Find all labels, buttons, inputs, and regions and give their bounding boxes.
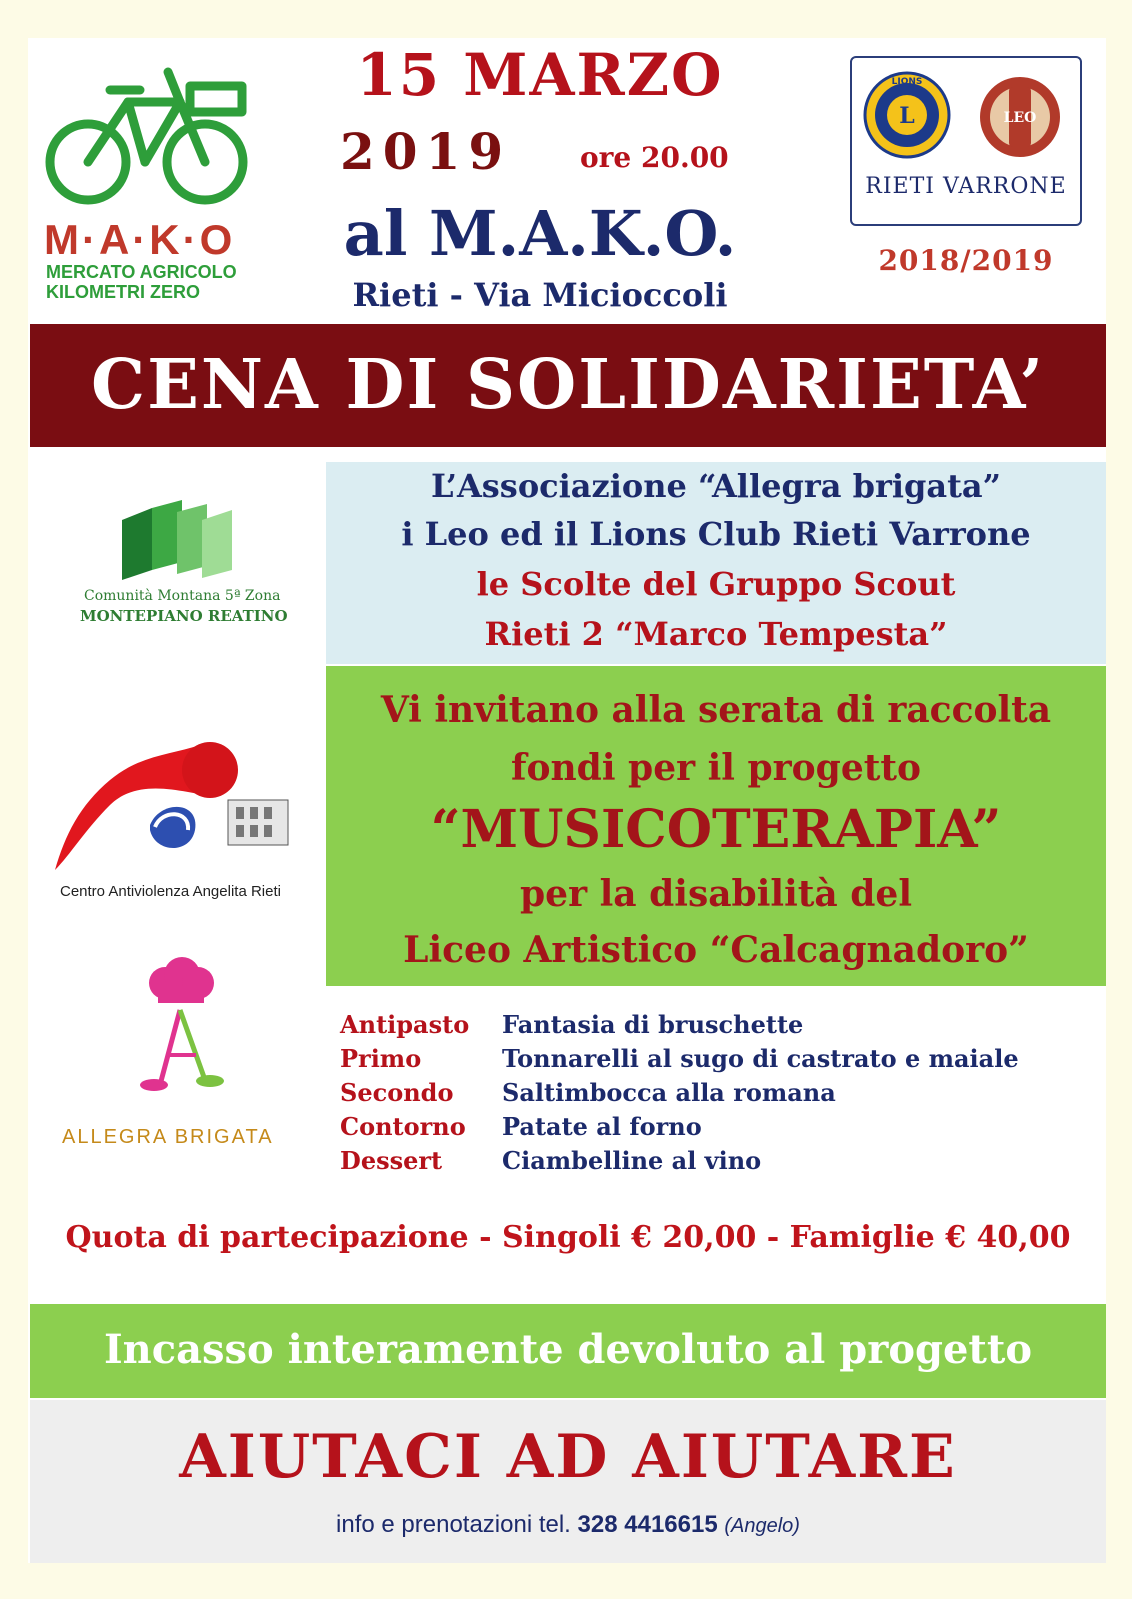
invite-line-2: fondi per il progetto — [510, 747, 921, 789]
invite-line-5: Liceo Artistico “Calcagnadoro” — [403, 929, 1029, 971]
svg-text:L: L — [899, 103, 915, 129]
event-title: CENA DI SOLIDARIETA’ — [90, 345, 1046, 425]
phone-number[interactable]: 328 4416615 — [577, 1511, 718, 1538]
contact-info — [30, 1510, 1106, 1541]
contact-prefix: info e prenotazioni tel. — [336, 1511, 571, 1538]
proceeds-notice: Incasso interamente devoluto al progetto — [103, 1326, 1033, 1373]
menu-row — [340, 1112, 1100, 1146]
participation-fee: Quota di partecipazione - Singoli € 20,00 - Famiglie € 40,00 — [65, 1220, 1071, 1255]
allegra-brigata-logo-icon — [120, 955, 240, 1095]
event-date-year: 2019 — [340, 122, 512, 181]
menu-dish: Ciambelline al vino — [502, 1146, 762, 1175]
organizer-line-1: L’Associazione “Allegra brigata” — [430, 467, 1001, 505]
comunita-montana-logo-icon — [122, 500, 242, 580]
menu-row — [340, 1078, 1100, 1112]
menu-dish: Fantasia di bruschette — [502, 1010, 804, 1039]
contact-person: (Angelo) — [724, 1515, 800, 1537]
centro-antiviolenza-logo-icon — [50, 735, 300, 875]
centro-antiviolenza-label: Centro Antiviolenza Angelita Rieti — [60, 883, 281, 900]
event-address: Rieti - Via Micioccoli — [352, 276, 728, 314]
event-venue: al M.A.K.O. — [343, 197, 737, 270]
invite-line-4: per la disabilità del — [520, 873, 912, 915]
event-date-day: 15 MARZO — [356, 41, 724, 109]
slogan: AIUTACI AD AIUTARE — [179, 1422, 957, 1492]
organizer-line-2: i Leo ed il Lions Club Rieti Varrone — [401, 515, 1031, 553]
menu-course: Primo — [340, 1044, 422, 1073]
menu-course: Antipasto — [340, 1010, 470, 1039]
menu-course: Dessert — [340, 1146, 443, 1175]
comunita-label-2: MONTEPIANO REATINO — [80, 607, 288, 625]
event-time: ore 20.00 — [580, 141, 729, 174]
menu-dish: Tonnarelli al sugo di castrato e maiale — [502, 1044, 1019, 1073]
invite-line-1: Vi invitano alla serata di raccolta — [380, 689, 1052, 731]
comunita-label-1: Comunità Montana 5ª Zona — [84, 588, 281, 604]
menu-row — [340, 1044, 1100, 1078]
organizer-line-3: le Scolte del Gruppo Scout — [476, 565, 956, 603]
menu-dish: Patate al forno — [502, 1112, 702, 1141]
menu-row — [340, 1010, 1100, 1044]
club-name: RIETI VARRONE — [865, 174, 1067, 199]
lions-logo-icon — [862, 70, 952, 160]
menu-course: Secondo — [340, 1078, 454, 1107]
leo-logo-icon — [975, 72, 1065, 162]
allegra-brigata-label: ALLEGRA BRIGATA — [62, 1126, 274, 1148]
mako-logo-subtitle — [46, 262, 237, 302]
bicycle-icon — [40, 62, 250, 212]
mako-logo-title: M·A·K·O — [44, 216, 236, 263]
menu-course: Contorno — [340, 1112, 466, 1141]
organizer-line-4: Rieti 2 “Marco Tempesta” — [484, 615, 948, 653]
mako-sub-line2: KILOMETRI ZERO — [46, 282, 200, 302]
project-name: “MUSICOTERAPIA” — [430, 799, 1002, 860]
menu-dish: Saltimbocca alla romana — [502, 1078, 836, 1107]
mako-sub-line1: MERCATO AGRICOLO — [46, 262, 237, 282]
lions-badge-text: LIONS — [891, 77, 923, 87]
menu-row — [340, 1146, 1100, 1180]
leo-badge-text: LEO — [1003, 110, 1037, 126]
club-year: 2018/2019 — [878, 244, 1054, 277]
